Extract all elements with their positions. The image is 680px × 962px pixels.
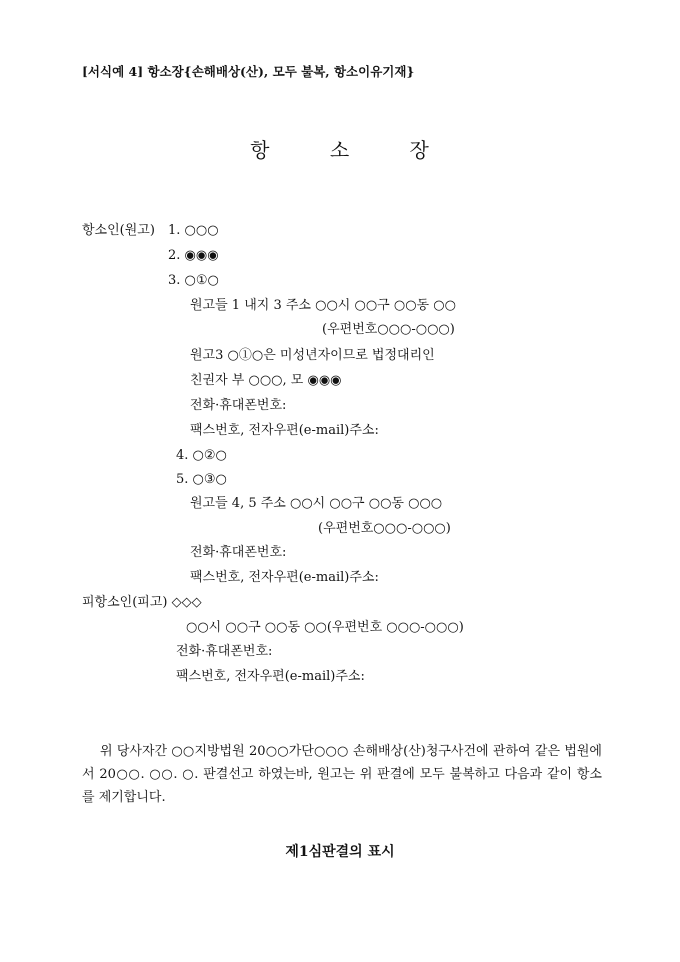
title-char-1: 항: [250, 138, 271, 162]
title-char-2: 소: [329, 138, 351, 162]
appellant-3: 3. ○①○: [168, 273, 219, 288]
minor-note: 원고3 ○①○은 미성년자이므로 법정대리인: [190, 348, 435, 363]
appellant-label: 항소인(원고): [82, 223, 155, 238]
guardians: 친권자 부 ○○○, 모 ◉◉◉: [190, 373, 342, 388]
section-title: 제1심판결의 표시: [285, 844, 395, 860]
phone-label-2: 전화·휴대폰번호:: [190, 545, 287, 560]
address-1-3: 원고들 1 내지 3 주소 ○○시 ○○구 ○○동 ○○: [190, 298, 456, 313]
appellant-1: 1. ○○○: [168, 223, 219, 238]
appellant-5: 5. ○③○: [176, 472, 227, 487]
appellee-phone-label: 전화·휴대폰번호:: [176, 644, 273, 659]
postal-4-5: (우편번호○○○-○○○): [318, 521, 451, 536]
fax-email-label-2: 팩스번호, 전자우편(e-mail)주소:: [190, 570, 379, 585]
appellee-address: ○○시 ○○구 ○○동 ○○(우편번호 ○○○-○○○): [186, 620, 464, 635]
postal-1-3: (우편번호○○○-○○○): [322, 322, 455, 337]
appellee-fax-email-label: 팩스번호, 전자우편(e-mail)주소:: [176, 669, 365, 684]
appellee-label: 피항소인(피고) ◇◇◇: [82, 595, 202, 610]
fax-email-label-1: 팩스번호, 전자우편(e-mail)주소:: [190, 423, 379, 438]
appellant-2: 2. ◉◉◉: [168, 248, 219, 263]
phone-label-1: 전화·휴대폰번호:: [190, 398, 287, 413]
document-title: [0, 138, 680, 162]
form-header: [서식예 4] 항소장{손해배상(산), 모두 불복, 항소이유기재}: [82, 64, 415, 79]
body-paragraph: 위 당사자간 ○○지방법원 20○○가단○○○ 손해배상(산)청구사건에 관하여 같은 법원에서 20○○. ○○. ○. 판결선고 하였는바, 원고는 위 판결에 모두 불복하고 다음과 같이 항소를 제기합니다.: [82, 744, 602, 805]
appellant-4: 4. ○②○: [176, 448, 227, 463]
title-char-3: 장: [409, 138, 430, 162]
address-4-5: 원고들 4, 5 주소 ○○시 ○○구 ○○동 ○○○: [190, 496, 443, 511]
